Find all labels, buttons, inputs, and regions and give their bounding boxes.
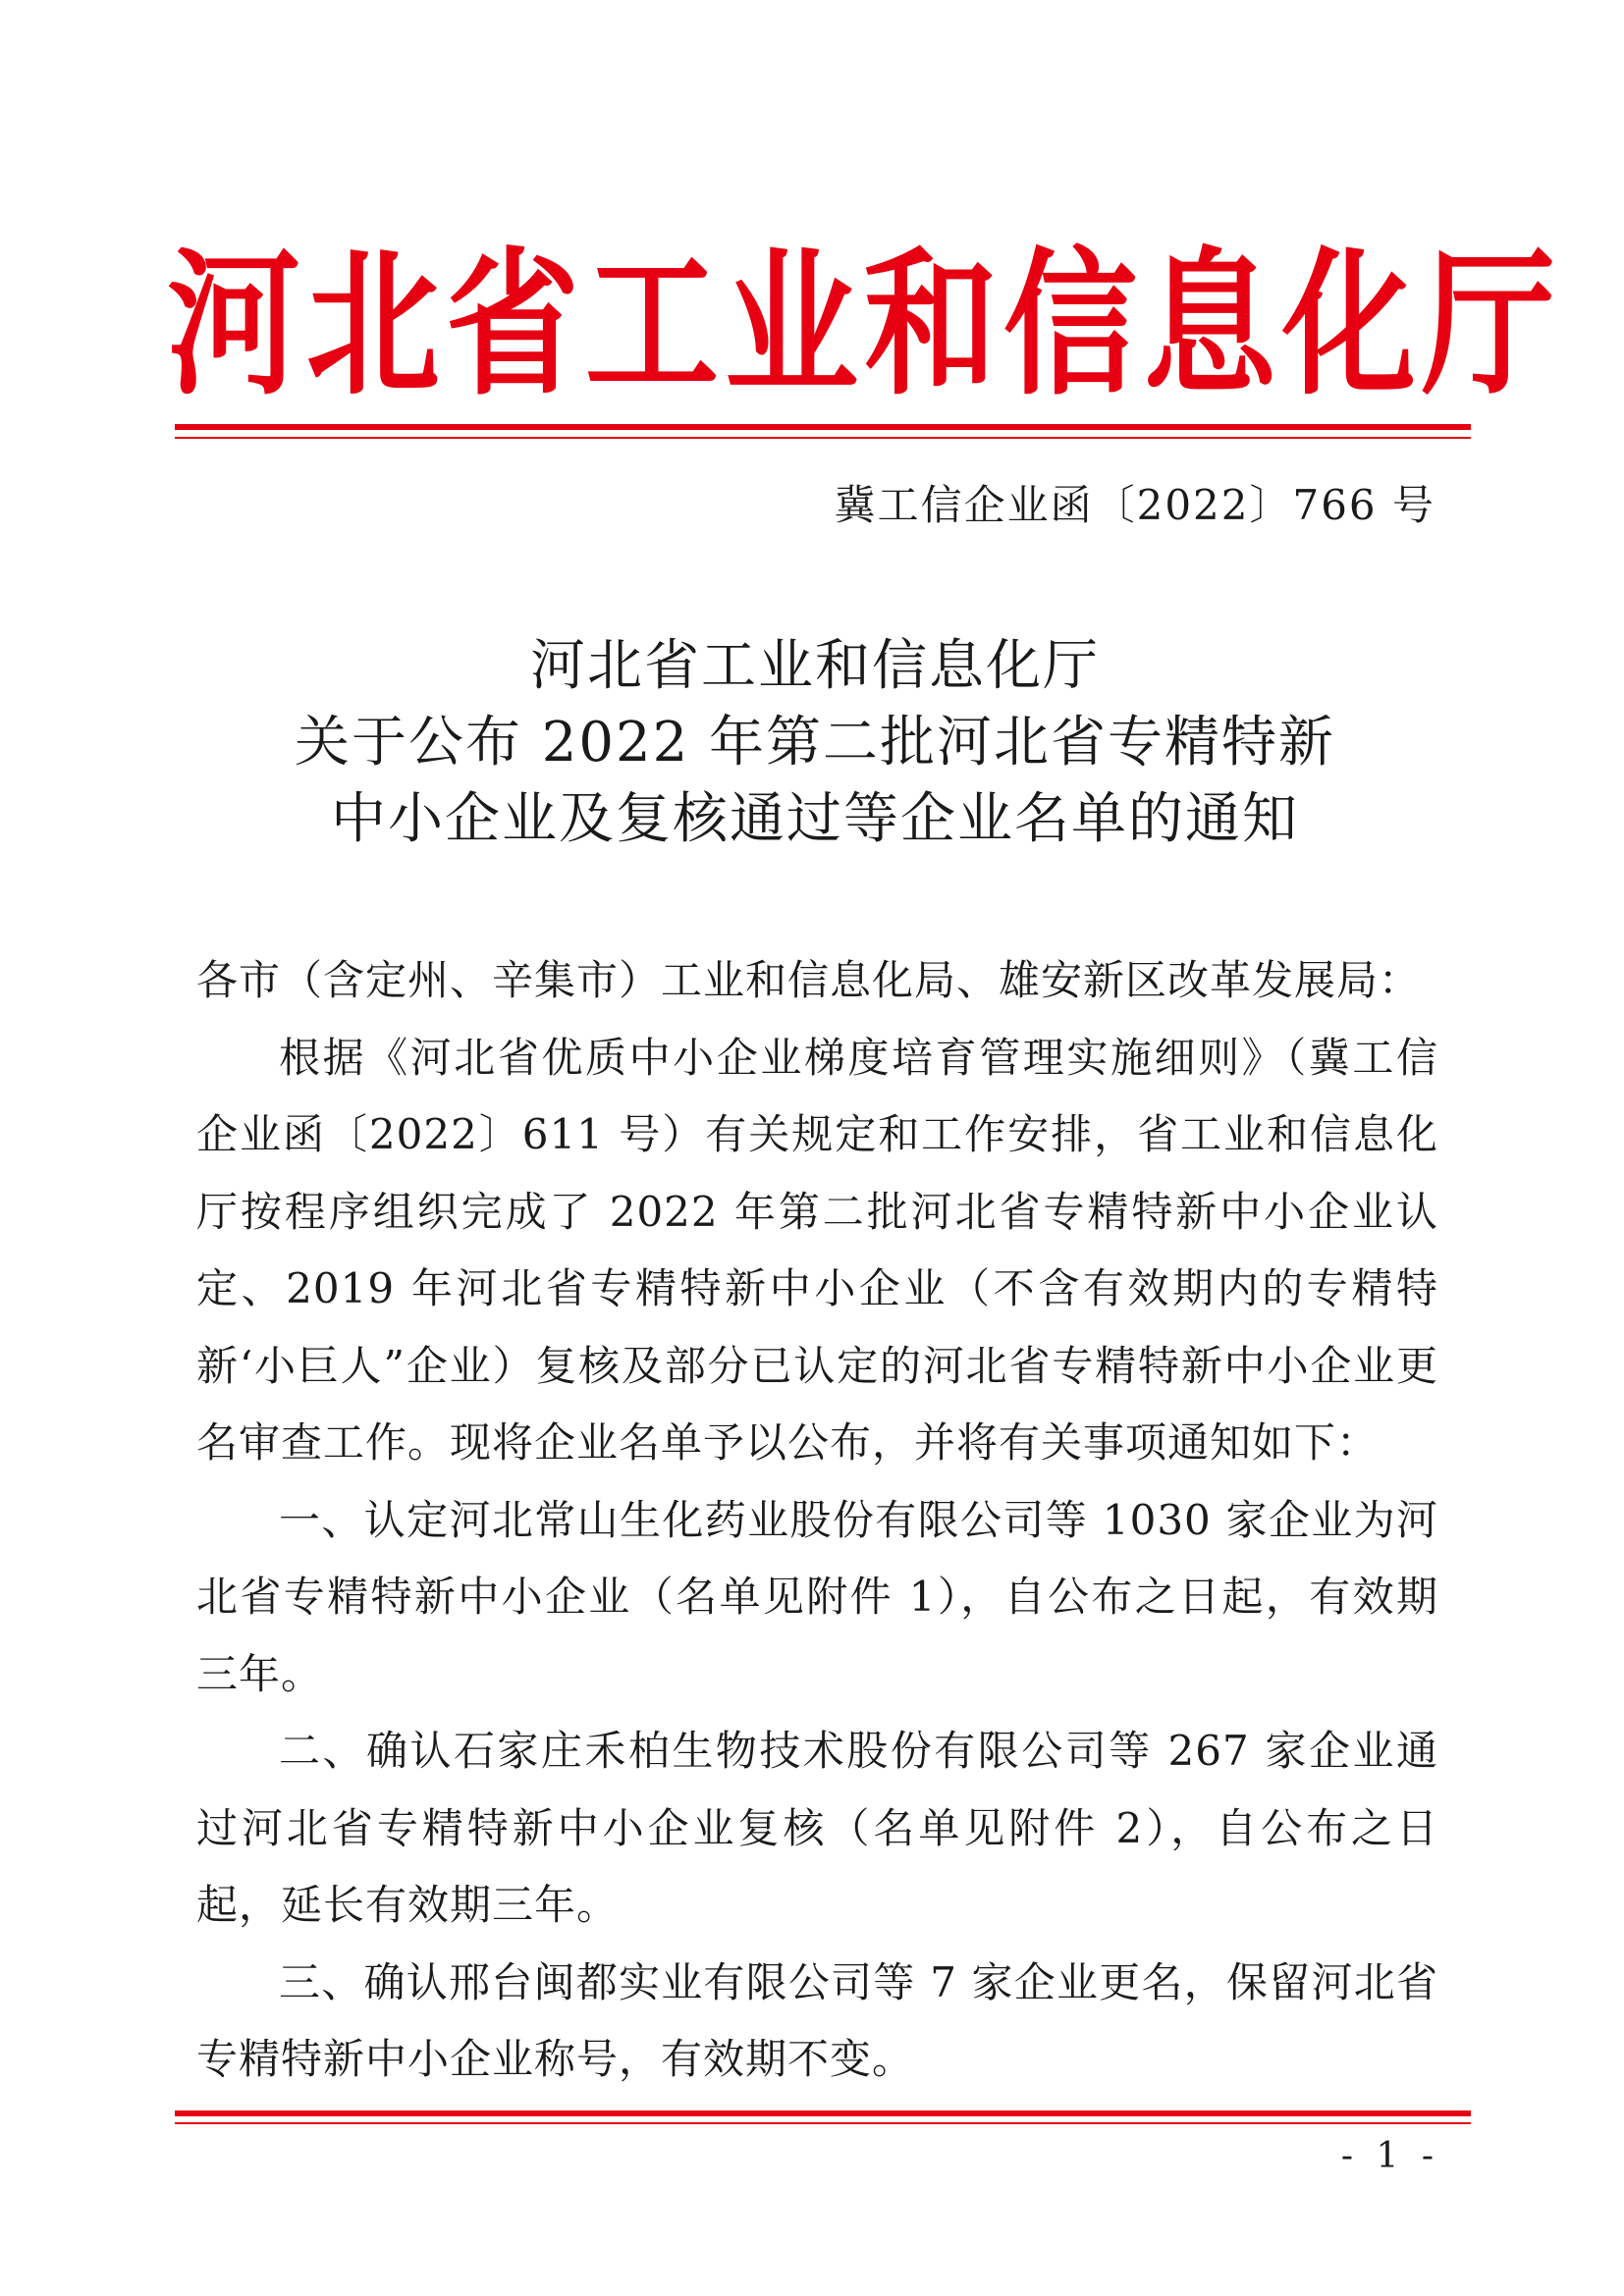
paragraph-item-3: 三、确认邢台闽都实业有限公司等 7 家企业更名，保留河北省专精特新中小企业称号，有效期不变。 (196, 1957, 1438, 2083)
masthead-title: 河北省工业和信息化厅 (167, 234, 1561, 418)
paragraph-intro: 根据《河北省优质中小企业梯度培育管理实施细则》（冀工信企业函〔2022〕611 号）有关规定和工作安排，省工业和信息化厅按程序组织完成了 2022 年第二批河北省专精特新中小企业认定、2019 年河北省专精特新中小企业（不含有效期内的专精特新‘小巨人”企业）复核及部分已认定的河北省专精特新中小企业更名审查工作。现将企业名单予以公布，并将有关事项通知如下： (196, 1033, 1438, 1467)
notice-title-line-3: 中小企业及复核通过等企业名单的通知 (331, 787, 1299, 851)
masthead-divider-thin (175, 437, 1471, 439)
salutation: 各市（含定州、辛集市）工业和信息化局、雄安新区改革发展局： (196, 956, 1422, 1004)
notice-title-line-1: 河北省工业和信息化厅 (530, 634, 1100, 698)
footer-divider-thin (175, 2122, 1471, 2124)
page-number: - 1 - (1340, 2136, 1439, 2176)
masthead-divider-thick (175, 424, 1471, 430)
document-number: 冀工信企业函〔2022〕766 号 (834, 481, 1435, 529)
notice-title (177, 628, 1453, 858)
paragraph-item-2: 二、确认石家庄禾柏生物技术股份有限公司等 267 家企业通过河北省专精特新中小企业复核（名单见附件 2），自公布之日起，延长有效期三年。 (196, 1727, 1438, 1929)
notice-body (196, 942, 1438, 2099)
paragraph-item-1: 一、认定河北常山生化药业股份有限公司等 1030 家企业为河北省专精特新中小企业（名单见附件 1），自公布之日起，有效期三年。 (196, 1495, 1438, 1698)
notice-title-line-2: 关于公布 2022 年第二批河北省专精特新 (294, 711, 1336, 774)
footer-divider-thick (175, 2110, 1471, 2116)
